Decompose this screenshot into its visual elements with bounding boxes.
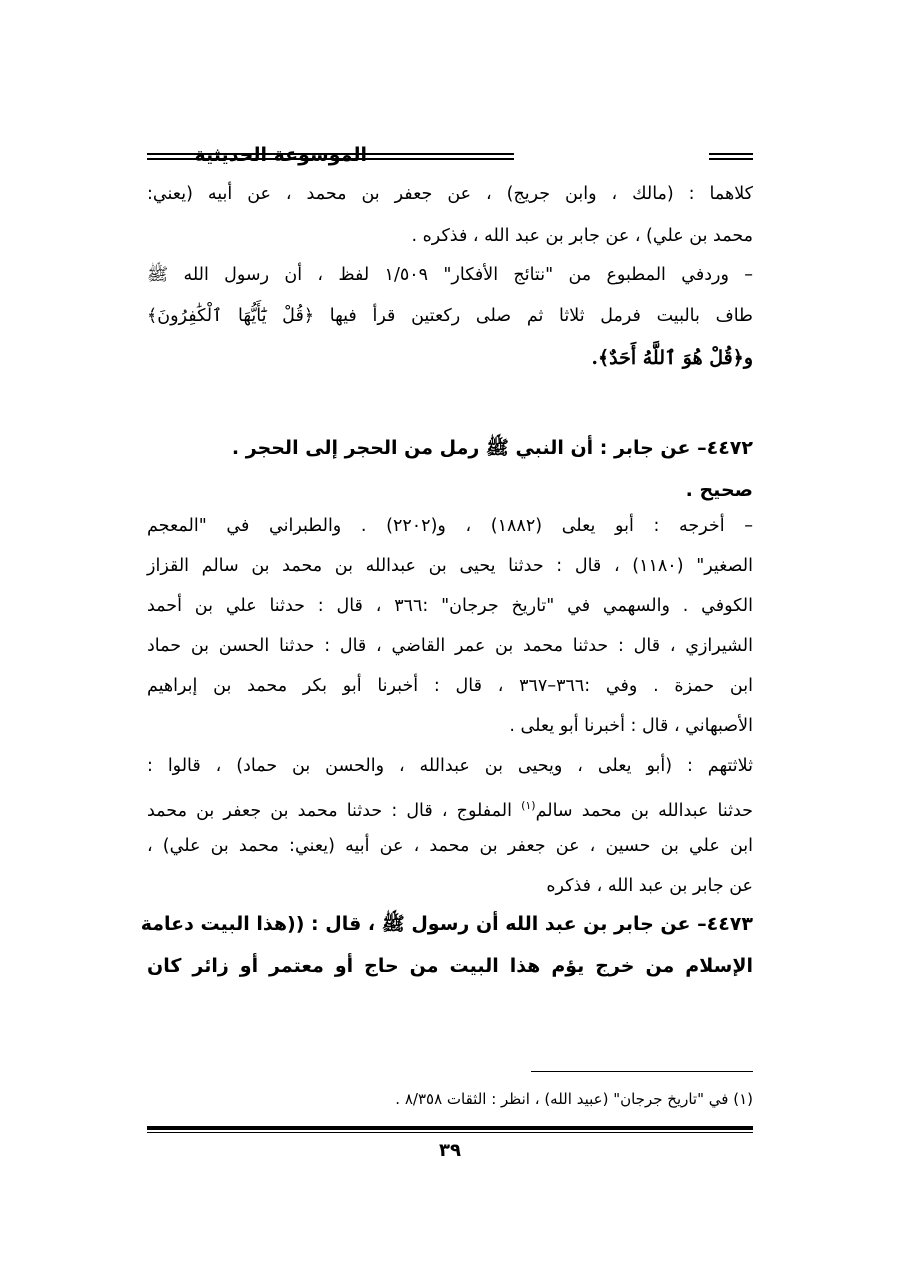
hadith-heading-4473: ٤٤٧٣– عن جابر بن عبد الله أن رسول ﷺ ، قال : ((هذا البيت دعامة <box>140 913 753 935</box>
text-line: الأصبهاني ، قال : أخبرنا أبو يعلى . <box>509 716 753 736</box>
text-line: عن جابر بن عبد الله ، فذكره <box>546 876 753 896</box>
text-line: الإسلام من خرج يؤم هذا البيت من حاج أو معتمر أو زائر كان <box>147 955 753 977</box>
grading-label: صحيح . <box>685 479 753 501</box>
footer-rule-thick <box>147 1126 753 1130</box>
text-line: – وردفي المطبوع من "نتائج الأفكار" ١/٥٠٩ لفظ ، أن رسول الله ﷺ <box>147 265 753 285</box>
text-segment: حدثنا عبدالله بن محمد سالم <box>535 800 753 821</box>
footnote-separator <box>531 1071 753 1072</box>
text-line: الصغير" (١١٨٠) ، قال : حدثنا يحيى بن عبدالله بن محمد بن سالم القزاز <box>147 556 753 576</box>
text-line: ابن حمزة . وفي :٣٦٦–٣٦٧ ، قال : أخبرنا أبو بكر محمد بن إبراهيم <box>147 676 753 696</box>
footnote-text: (١) في "تاريخ جرجان" (عبيد الله) ، انظر : الثقات ٨/٣٥٨ . <box>395 1090 753 1108</box>
header-rule-right-bottom <box>709 158 753 160</box>
text-line: ثلاثتهم : (أبو يعلى ، ويحيى بن عبدالله ، والحسن بن حماد) ، قالوا : <box>147 756 753 776</box>
footer-rule-thin <box>147 1132 753 1133</box>
text-segment: المفلوج ، قال : حدثنا محمد بن جعفر بن محمد <box>147 800 512 821</box>
text-line: الشيرازي ، قال : حدثنا محمد بن عمر القاضي ، قال : حدثنا الحسن بن حماد <box>147 636 753 656</box>
text-line: محمد بن علي) ، عن جابر بن عبد الله ، فذكره . <box>411 226 753 246</box>
page-header <box>147 143 753 169</box>
text-line: – أخرجه : أبو يعلى (١٨٨٢) ، و(٢٢٠٢) . والطبراني في "المعجم <box>147 516 753 536</box>
quran-verse-line: طاف بالبيت فرمل ثلاثا ثم صلى ركعتين قرأ فيها ﴿قُلْ يَٰٓأَيُّهَا ٱلْكَٰفِرُونَ﴾ <box>147 306 753 326</box>
text-line: كلاهما : (مالك ، وابن جريج) ، عن جعفر بن محمد ، عن أبيه (يعني: <box>147 184 753 204</box>
text-line-with-footnote <box>147 793 753 824</box>
header-rule-right-top <box>709 153 753 155</box>
header-title: الموسوعة الحديثية <box>194 144 367 166</box>
text-line: ابن علي بن حسين ، عن جعفر بن محمد ، عن أبيه (يعني: محمد بن علي) ، <box>147 836 753 856</box>
footnote-marker[interactable]: (١) <box>521 799 536 812</box>
page-number: ٣٩ <box>439 1140 461 1161</box>
quran-verse-line: و﴿قُلْ هُوَ ٱللَّهُ أَحَدٌ﴾. <box>591 347 753 369</box>
text-line: الكوفي . والسهمي في "تاريخ جرجان" :٣٦٦ ، قال : حدثنا علي بن أحمد <box>147 596 753 616</box>
hadith-heading-4472: ٤٤٧٢– عن جابر : أن النبي ﷺ رمل من الحجر إلى الحجر . <box>231 437 753 459</box>
